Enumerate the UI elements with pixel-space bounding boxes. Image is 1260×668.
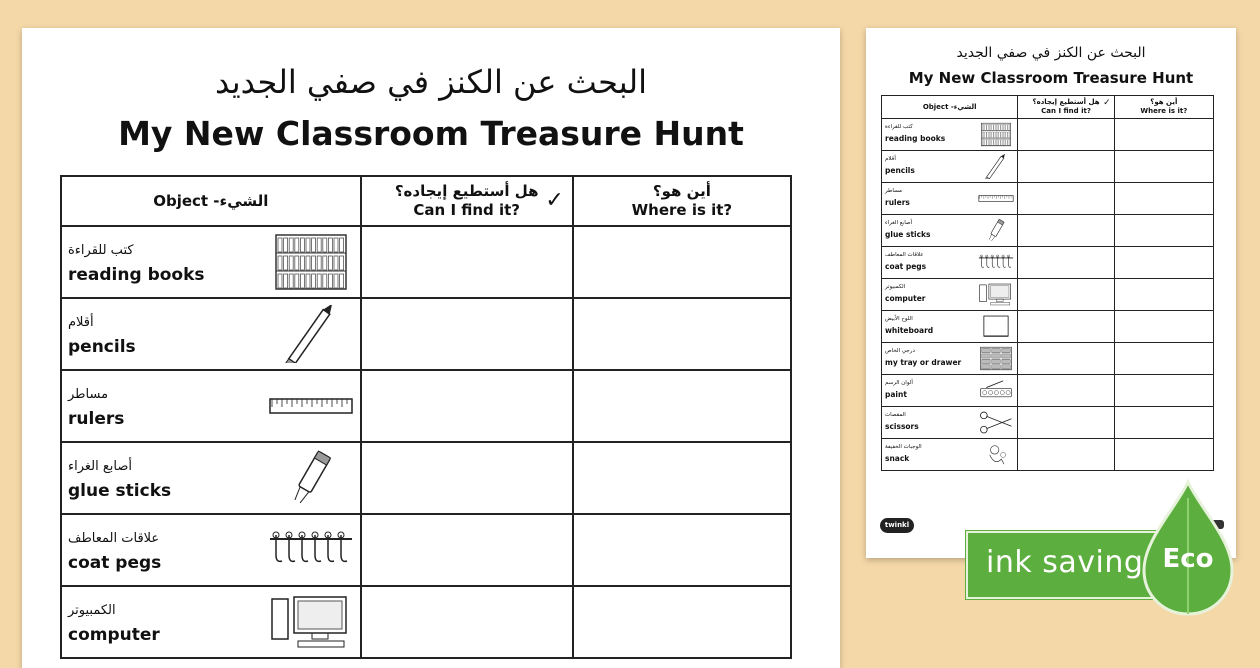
find-cell[interactable] xyxy=(361,514,573,586)
table-row xyxy=(882,215,1214,247)
find-header-en: Can I find it? xyxy=(413,201,521,219)
bookshelf-icon xyxy=(268,233,354,291)
find-cell[interactable] xyxy=(1018,279,1114,311)
table-row xyxy=(882,375,1214,407)
item-label-ar: الوجبات الخفيفة xyxy=(885,444,922,450)
item-label-en: computer xyxy=(885,294,926,303)
item-label-en: pencils xyxy=(885,166,915,175)
worksheet-page-large xyxy=(22,28,840,668)
item-label-en: reading books xyxy=(68,265,205,285)
find-cell[interactable] xyxy=(361,298,573,370)
object-cell xyxy=(61,442,361,514)
object-header: Object -الشيء xyxy=(882,96,1018,119)
table-row xyxy=(61,226,791,298)
table-row xyxy=(882,311,1214,343)
ruler-icon xyxy=(268,377,354,435)
computer-icon xyxy=(978,282,1014,307)
pencil-icon xyxy=(268,305,354,363)
item-label-ar: الكمبيوتر xyxy=(68,603,116,618)
table-row xyxy=(882,407,1214,439)
item-label-en: glue sticks xyxy=(68,481,172,501)
title-arabic: البحث عن الكنز في صفي الجديد xyxy=(956,45,1146,61)
object-cell xyxy=(61,370,361,442)
table-header-row xyxy=(61,176,791,226)
find-cell[interactable] xyxy=(361,442,573,514)
where-header-ar: أين هو؟ xyxy=(1150,98,1178,107)
item-label-ar: ألوان الرسم xyxy=(885,380,913,386)
coat-pegs-icon xyxy=(268,521,354,579)
find-cell[interactable] xyxy=(1018,343,1114,375)
where-header-ar: أين هو؟ xyxy=(652,182,711,201)
find-cell[interactable] xyxy=(1018,375,1114,407)
find-header xyxy=(1018,96,1114,119)
table-row xyxy=(882,439,1214,471)
where-cell[interactable] xyxy=(1114,215,1213,247)
item-label-en: paint xyxy=(885,390,907,399)
item-label-ar: أصابع الغراء xyxy=(68,459,133,474)
object-cell xyxy=(882,119,1018,151)
where-cell[interactable] xyxy=(1114,407,1213,439)
item-label-ar: علاقات المعاطف xyxy=(68,531,160,546)
item-label-en: snack xyxy=(885,454,910,463)
table-row xyxy=(882,343,1214,375)
find-cell[interactable] xyxy=(1018,215,1114,247)
object-cell xyxy=(882,407,1018,439)
table-row xyxy=(882,119,1214,151)
item-label-en: scissors xyxy=(885,422,919,431)
where-header-en: Where is it? xyxy=(631,201,733,219)
coat-pegs-icon xyxy=(978,250,1014,275)
paint-icon xyxy=(978,378,1014,403)
glue-stick-icon xyxy=(268,449,354,507)
item-label-en: computer xyxy=(68,625,160,645)
where-cell[interactable] xyxy=(1114,311,1213,343)
item-label-ar: أقلام xyxy=(68,315,94,330)
table-row xyxy=(882,247,1214,279)
item-label-ar: أصابع الغراء xyxy=(885,220,913,226)
table-row xyxy=(61,514,791,586)
table-row xyxy=(61,298,791,370)
object-cell xyxy=(61,298,361,370)
item-label-ar: الكمبيوتر xyxy=(885,284,906,290)
whiteboard-icon xyxy=(978,314,1014,339)
object-cell xyxy=(882,247,1018,279)
where-cell[interactable] xyxy=(1114,119,1213,151)
where-cell[interactable] xyxy=(573,586,791,658)
item-label-en: rulers xyxy=(885,198,910,207)
checkmark-icon: ✓ xyxy=(1103,98,1111,108)
table-row xyxy=(882,183,1214,215)
item-label-ar: كتب للقراءة xyxy=(885,124,913,130)
item-label-en: rulers xyxy=(68,409,125,429)
where-cell[interactable] xyxy=(573,514,791,586)
find-cell[interactable] xyxy=(1018,119,1114,151)
where-header-en: Where is it? xyxy=(1140,107,1188,115)
item-label-en: whiteboard xyxy=(885,326,934,335)
table-row xyxy=(61,370,791,442)
object-cell xyxy=(882,215,1018,247)
treasure-hunt-table xyxy=(881,95,1214,471)
where-cell[interactable] xyxy=(1114,279,1213,311)
eco-drop-badge xyxy=(1138,478,1238,618)
find-cell[interactable] xyxy=(1018,247,1114,279)
pencil-icon xyxy=(978,154,1014,179)
object-cell xyxy=(61,226,361,298)
object-cell xyxy=(882,343,1018,375)
find-cell[interactable] xyxy=(361,226,573,298)
table-row xyxy=(882,151,1214,183)
where-header xyxy=(1114,96,1213,119)
where-cell[interactable] xyxy=(1114,375,1213,407)
item-label-ar: مساطر xyxy=(885,188,902,194)
scissors-icon xyxy=(978,410,1014,435)
item-label-en: glue sticks xyxy=(885,230,931,239)
object-cell xyxy=(882,279,1018,311)
find-cell[interactable] xyxy=(1018,151,1114,183)
find-header xyxy=(361,176,573,226)
object-cell xyxy=(882,151,1018,183)
item-label-ar: درجي الخاص xyxy=(885,348,915,354)
item-label-ar: المقصات xyxy=(885,412,906,418)
glue-stick-icon xyxy=(978,218,1014,243)
item-label-en: pencils xyxy=(68,337,136,357)
where-cell[interactable] xyxy=(573,226,791,298)
where-cell[interactable] xyxy=(1114,343,1213,375)
item-label-en: my tray or drawer xyxy=(885,358,962,367)
find-cell[interactable] xyxy=(361,370,573,442)
find-header-ar: هل أستطيع إيجاده؟ xyxy=(394,182,539,201)
twinkl-logo: twinkl xyxy=(880,518,914,533)
treasure-hunt-table xyxy=(60,175,792,659)
object-cell xyxy=(882,375,1018,407)
eco-label: Eco xyxy=(1162,544,1214,574)
table-row xyxy=(61,586,791,658)
table-header-row xyxy=(882,96,1214,119)
checkmark-icon: ✓ xyxy=(545,188,564,213)
find-cell[interactable] xyxy=(1018,439,1114,471)
item-label-ar: أقلام xyxy=(885,156,896,162)
object-cell xyxy=(882,439,1018,471)
table-row xyxy=(61,442,791,514)
object-header: Object -الشيء xyxy=(61,176,361,226)
title-arabic: البحث عن الكنز في صفي الجديد xyxy=(214,63,648,101)
object-cell xyxy=(61,514,361,586)
drawer-icon xyxy=(978,346,1014,371)
item-label-ar: اللوح الأبيض xyxy=(885,316,913,322)
item-label-en: coat pegs xyxy=(885,262,927,271)
item-label-en: coat pegs xyxy=(68,553,162,573)
find-cell[interactable] xyxy=(361,586,573,658)
item-label-ar: علاقات المعاطف xyxy=(885,252,924,258)
object-cell xyxy=(61,586,361,658)
item-label-ar: كتب للقراءة xyxy=(68,243,134,258)
item-label-en: reading books xyxy=(885,134,946,143)
find-cell[interactable] xyxy=(1018,183,1114,215)
object-cell xyxy=(882,183,1018,215)
find-header-ar: هل أستطيع إيجاده؟ xyxy=(1032,98,1100,107)
bookshelf-icon xyxy=(978,122,1014,147)
where-cell[interactable] xyxy=(573,442,791,514)
item-label-ar: مساطر xyxy=(68,387,109,402)
table-row xyxy=(882,279,1214,311)
where-cell[interactable] xyxy=(1114,247,1213,279)
where-cell[interactable] xyxy=(573,370,791,442)
where-cell[interactable] xyxy=(1114,151,1213,183)
where-cell[interactable] xyxy=(1114,183,1213,215)
find-cell[interactable] xyxy=(1018,311,1114,343)
ink-saving-text: ink saving xyxy=(986,545,1144,580)
where-cell[interactable] xyxy=(573,298,791,370)
find-header-en: Can I find it? xyxy=(1041,107,1091,115)
ruler-icon xyxy=(978,186,1014,211)
where-cell[interactable] xyxy=(1114,439,1213,471)
computer-icon xyxy=(268,593,354,651)
snack-icon xyxy=(978,442,1014,467)
title-english: My New Classroom Treasure Hunt xyxy=(118,114,744,153)
object-cell xyxy=(882,311,1018,343)
find-cell[interactable] xyxy=(1018,407,1114,439)
title-english: My New Classroom Treasure Hunt xyxy=(908,69,1194,87)
where-header xyxy=(573,176,791,226)
